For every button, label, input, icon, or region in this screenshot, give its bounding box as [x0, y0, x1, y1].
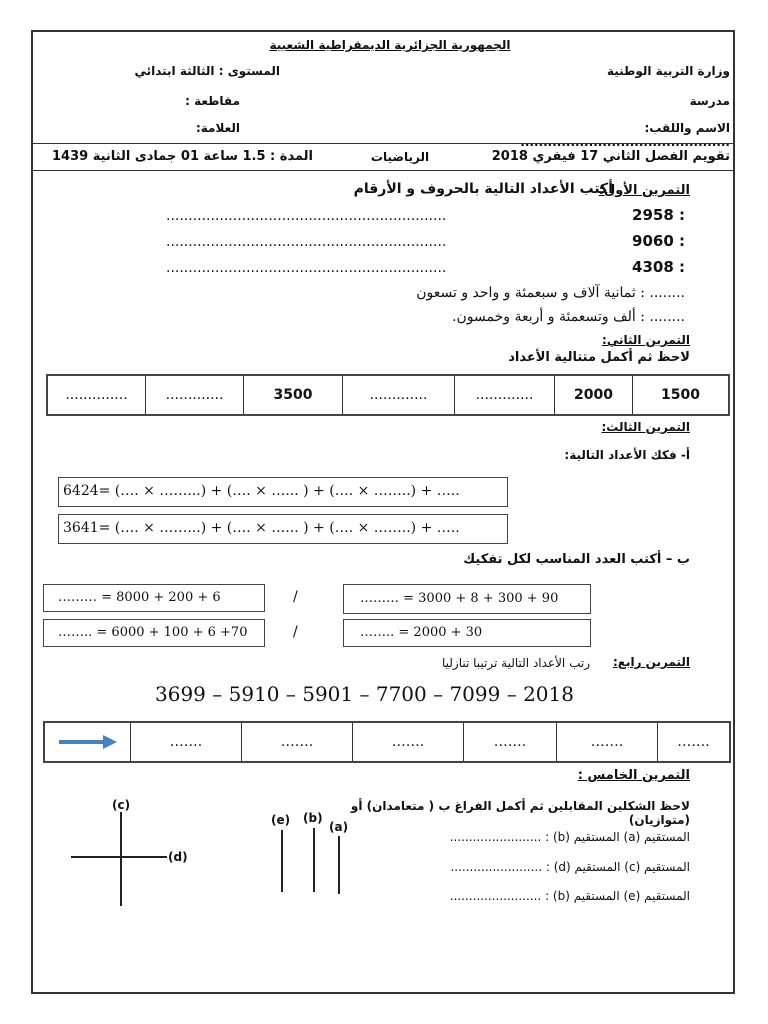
ex5-statement-3[interactable]: المستقيم (e) المستقيم (b) : ........................ — [449, 889, 690, 903]
label-e: (e) — [271, 813, 291, 827]
label-a: (a) — [329, 820, 349, 834]
ex4-cell-3[interactable]: ……. — [352, 723, 463, 761]
ex3-decomp-box-1 — [58, 477, 508, 507]
ex1-dots-2[interactable]: ............................................................... — [166, 234, 447, 250]
ex4-numbers: 3699 – 5910 – 5901 – 7700 – 7099 – 2018 — [155, 682, 574, 706]
ex1-words-1: ........ : ثمانية آلاف و سبعمئة و واحد و تسعون — [416, 285, 685, 301]
ex3-sum-box-right-2 — [343, 619, 591, 647]
ex2-cell-1: 1500 — [632, 376, 728, 414]
ex4-arrow-cell — [45, 723, 130, 761]
ex3-separator-1: / — [293, 589, 298, 605]
ex1-title: التمرين الأول: — [598, 183, 690, 198]
ex1-number-3: 4308 : — [632, 258, 685, 276]
header-divider-bottom — [33, 170, 733, 171]
ex4-title: التمرين رابع: — [612, 655, 690, 669]
line-c — [120, 812, 122, 906]
ex3-part-b: ب – أكتب العدد المناسب لكل تفكيك — [463, 552, 690, 567]
ex5-statement-1[interactable]: المستقيم (a) المستقيم (b) : ........................ — [449, 830, 690, 844]
ex4-cell-1[interactable]: ……. — [130, 723, 241, 761]
ex3-part-a: أ- فكك الأعداد التالية: — [564, 448, 690, 462]
ex1-row-2 — [160, 232, 685, 252]
subject-label: الرياضيات — [370, 150, 430, 164]
ex1-row-3 — [160, 258, 685, 278]
ex4-cell-4[interactable]: ……. — [463, 723, 556, 761]
label-d: (d) — [168, 850, 188, 864]
ex2-cell-5: 3500 — [243, 376, 342, 414]
ex2-cell-7[interactable]: .............. — [65, 387, 128, 403]
ex2-cell-3[interactable]: ............. — [454, 376, 554, 414]
ex3-decomp-1[interactable]: 6424= (…. × ……...) + (…. × …... ) + (…. × ……..) + ….. — [63, 483, 460, 499]
arrow-right-icon — [57, 734, 119, 750]
line-d — [71, 856, 167, 858]
district-label: مقاطعة : — [185, 94, 240, 108]
ex3-separator-2: / — [293, 624, 298, 640]
level-label: المستوى : الثالثة ابتدائي — [134, 64, 280, 78]
ex3-sum-right-2[interactable]: …….. = 2000 + 30 — [360, 625, 483, 640]
ex2-title: التمرين الثاني: — [602, 333, 690, 347]
line-a — [338, 836, 340, 894]
ex1-words-2: ........ : ألف وتسعمئة و أربعة وخمسون. — [452, 309, 685, 325]
label-c: (c) — [112, 798, 131, 812]
ex3-sum-right-1[interactable]: ……… = 3000 + 8 + 300 + 90 — [360, 591, 559, 606]
ex5-instruction: لاحظ الشكلين المقابلين ثم أكمل الفراغ ب ( متعامدان) أو (متوازيان) — [350, 799, 690, 827]
ex2-sequence-table — [46, 374, 730, 416]
ex5-title: التمرين الخامس : — [577, 768, 690, 783]
ex4-cell-2[interactable]: ……. — [241, 723, 352, 761]
ex3-title: التمرين الثالث: — [601, 420, 690, 434]
ex2-cell-6[interactable]: ............. — [145, 376, 243, 414]
ex1-number-1: 2958 : — [632, 206, 685, 224]
ex3-sum-box-left-1 — [43, 584, 265, 612]
ex2-instruction: لاحظ ثم أكمل متتالية الأعداد — [508, 350, 690, 365]
republic-title: الجمهورية الجزائرية الديمقراطية الشعبية — [269, 38, 511, 52]
ex3-decomp-2[interactable]: 3641= (…. × ……...) + (…. × …... ) + (…. × ……..) + ….. — [63, 520, 460, 536]
ex5-statement-2[interactable]: المستقيم (c) المستقيم (d) : ........................ — [450, 860, 690, 874]
line-b — [313, 828, 315, 892]
ex4-order-table — [43, 721, 731, 763]
ex2-cell-4[interactable]: ............. — [342, 376, 454, 414]
name-field[interactable]: الاسم واللقب: .............................................. — [520, 121, 730, 149]
ex2-cell-2: 2000 — [554, 376, 632, 414]
ex4-cell-6[interactable]: ……. — [657, 723, 729, 761]
ex1-row-1 — [160, 206, 685, 226]
school-label: مدرسة — [689, 94, 730, 108]
ex3-sum-box-right-1 — [343, 584, 591, 614]
ex3-sum-box-left-2 — [43, 619, 265, 647]
ex1-dots-3[interactable]: ............................................................... — [166, 260, 447, 276]
header-divider-top — [33, 143, 733, 144]
label-b: (b) — [303, 811, 323, 825]
evaluation-label: تقويم الفصل الثاني 17 فيفري 2018 — [491, 149, 730, 164]
page-frame — [31, 30, 735, 994]
ministry-label: وزارة التربية الوطنية — [606, 64, 730, 78]
ex1-instruction: أكتب الأعداد التالية بالحروف و الأرقام — [353, 181, 613, 197]
ex3-sum-left-2[interactable]: …….. = 6000 + 100 + 6 +70 — [58, 625, 248, 640]
ex4-cell-5[interactable]: ……. — [556, 723, 657, 761]
ex1-dots-1[interactable]: ............................................................... — [166, 208, 447, 224]
duration-label: المدة : 1.5 ساعة 01 جمادى الثانية 1439 — [52, 149, 314, 164]
line-e — [281, 830, 283, 892]
ex4-instruction: رتب الأعداد التالية ترتيبا تنازليا — [441, 656, 590, 670]
ex1-number-2: 9060 : — [632, 232, 685, 250]
ex3-sum-left-1[interactable]: ……… = 8000 + 200 + 6 — [58, 590, 221, 605]
grade-label: العلامة: — [195, 121, 240, 135]
ex3-decomp-box-2 — [58, 514, 508, 544]
